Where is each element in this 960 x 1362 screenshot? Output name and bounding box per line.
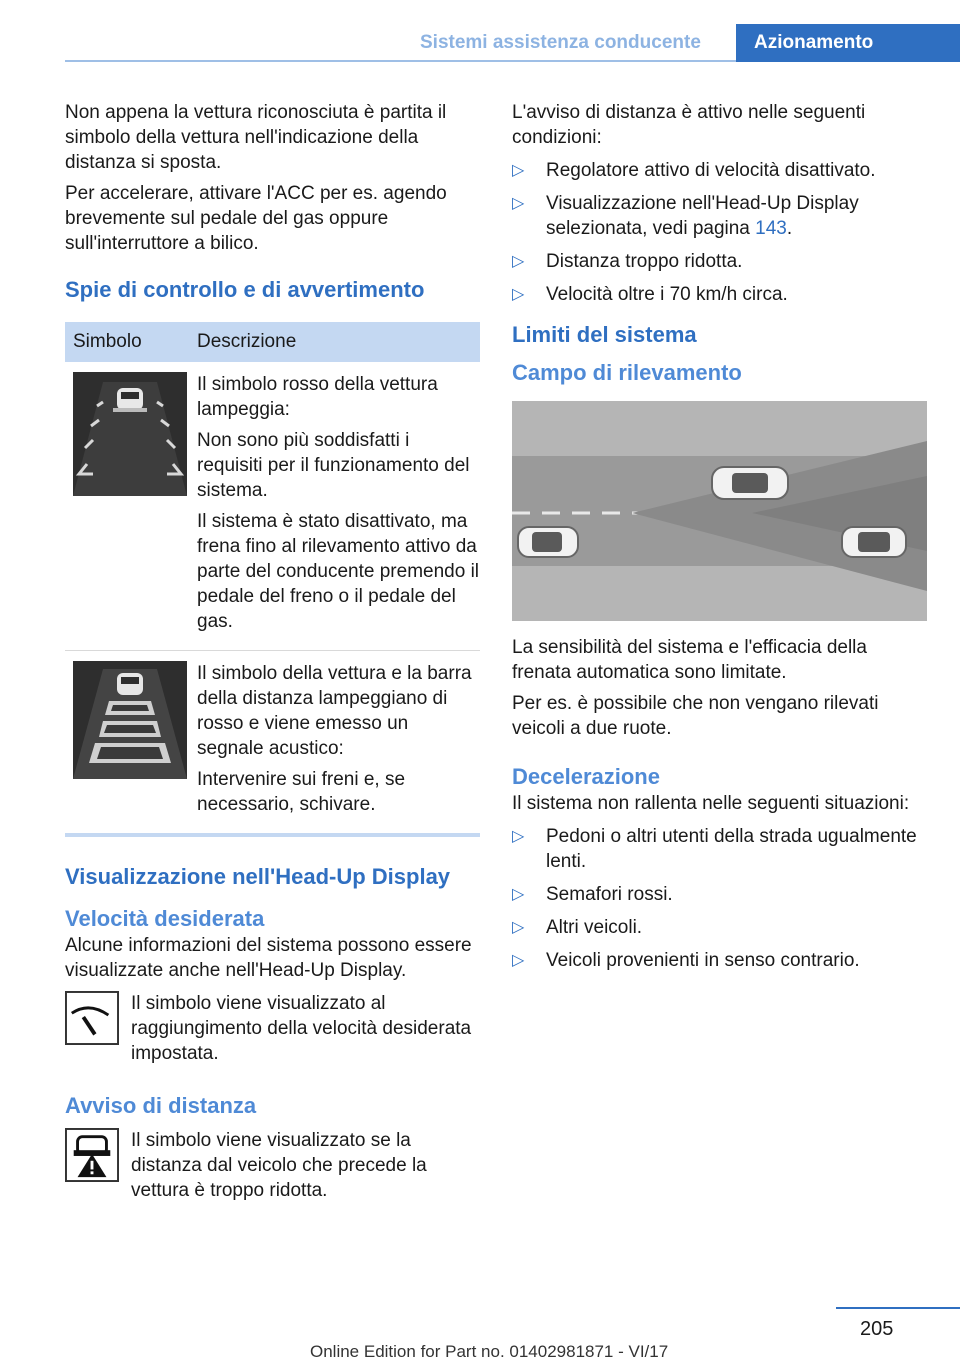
symbol-cell [65, 651, 187, 836]
car-red-warning-icon [73, 372, 187, 496]
triangle-bullet-icon: ▷ [512, 162, 525, 179]
list-item: ▷ Distanza troppo ridotta. [512, 251, 743, 272]
car-distance-bar-icon [73, 661, 187, 779]
table-header-row [65, 322, 480, 362]
list-item: ▷ Velocità oltre i 70 km/h circa. [512, 284, 788, 305]
condition-list [512, 158, 927, 307]
left-column [65, 100, 480, 1203]
footer-edition: Online Edition for Part no. 01402981871 - VI/17 [310, 1342, 669, 1361]
hud-item-avviso [65, 1128, 480, 1203]
speedometer-needle-icon [65, 991, 119, 1045]
paragraph: Per accelerare, attivare l'ACC per es. agendo brevemente sul pedale del gas oppure sull'interruttore a bilico. [65, 183, 447, 254]
triangle-bullet-icon: ▷ [512, 828, 525, 845]
description-line: Non sono più soddisfatti i requisiti per il funzionamento del sistema. [197, 430, 470, 501]
header-rule [65, 60, 736, 62]
triangle-bullet-icon: ▷ [512, 195, 525, 212]
description-line: Intervenire sui freni e, se necessario, schivare. [197, 769, 406, 815]
list-item: ▷ Semafori rossi. [512, 884, 673, 905]
description-line: Il sistema è stato disattivato, ma frena fino al rilevamento attivo da parte del conducente premendo il pedale del freno o il pedale del gas. [197, 511, 480, 632]
triangle-bullet-icon: ▷ [512, 952, 525, 969]
page-number: 205 [860, 1318, 894, 1340]
description-line: Il simbolo della vettura e la barra della distanza lampeggiano di rosso e viene emesso un segnale acustico: [197, 663, 472, 759]
car-icon [518, 527, 578, 557]
heading-limiti: Limiti del sistema [512, 322, 697, 347]
triangle-bullet-icon: ▷ [512, 253, 525, 270]
running-header-tab: Azionamento [736, 24, 960, 62]
table-header-descrizione: Descrizione [187, 322, 480, 362]
running-header-section: Sistemi assistenza conducente [420, 32, 701, 53]
table-row [65, 362, 480, 651]
hud-text: Il simbolo viene visualizzato al raggiungimento della velocità desiderata impostata. [131, 993, 472, 1064]
triangle-bullet-icon: ▷ [512, 286, 525, 303]
paragraph: Alcune informazioni del sistema possono essere visualizzate anche nell'Head-Up Display. [65, 935, 472, 981]
paragraph: Per es. è possibile che non vengano rilevati veicoli a due ruote. [512, 693, 879, 739]
paragraph: Non appena la vettura riconosciuta è partita il simbolo della vettura nell'indicazione della distanza si sposta. [65, 102, 447, 173]
car-icon [712, 467, 788, 499]
heading-velocita: Velocità desiderata [65, 906, 265, 931]
car-icon [842, 527, 906, 557]
right-column [512, 100, 927, 981]
list-item: ▷ Altri veicoli. [512, 917, 643, 938]
heading-spie: Spie di controllo e di avvertimento [65, 277, 425, 302]
table-row [65, 651, 480, 836]
list-item: ▷ Veicoli provenienti in senso contrario. [512, 950, 860, 971]
heading-campo: Campo di rilevamento [512, 360, 742, 385]
detection-range-illustration [512, 401, 927, 621]
heading-avviso: Avviso di distanza [65, 1093, 257, 1118]
hud-item-velocita [65, 991, 480, 1066]
triangle-bullet-icon: ▷ [512, 886, 525, 903]
list-item: ▷ Visualizzazione nell'Head-Up Display selezionata, vedi pagina 143. [512, 193, 859, 239]
symbol-cell [65, 362, 187, 651]
paragraph: La sensibilità del sistema e l'efficacia della frenata automatica sono limitate. [512, 637, 867, 683]
hud-text: Il simbolo viene visualizzato se la distanza dal veicolo che precede la vettura è troppo ridotta. [131, 1130, 427, 1201]
page-link[interactable]: 143 [755, 218, 787, 239]
list-item: ▷ Pedoni o altri utenti della strada ugualmente lenti. [512, 826, 917, 872]
paragraph: Il sistema non rallenta nelle seguenti situazioni: [512, 793, 910, 814]
heading-decelerazione: Decelerazione [512, 764, 660, 789]
car-warning-triangle-icon [65, 1128, 119, 1182]
paragraph: L'avviso di distanza è attivo nelle seguenti condizioni: [512, 102, 866, 148]
page-number-rule [836, 1307, 960, 1309]
symbol-table [65, 322, 480, 837]
triangle-bullet-icon: ▷ [512, 919, 525, 936]
list-item: ▷ Regolatore attivo di velocità disattivato. [512, 160, 876, 181]
situation-list [512, 824, 927, 973]
description-cell [187, 651, 480, 836]
table-header-simbolo: Simbolo [65, 322, 187, 362]
description-line: Il simbolo rosso della vettura lampeggia: [197, 374, 438, 420]
heading-hud: Visualizzazione nell'Head-Up Display [65, 864, 451, 889]
description-cell [187, 362, 480, 651]
